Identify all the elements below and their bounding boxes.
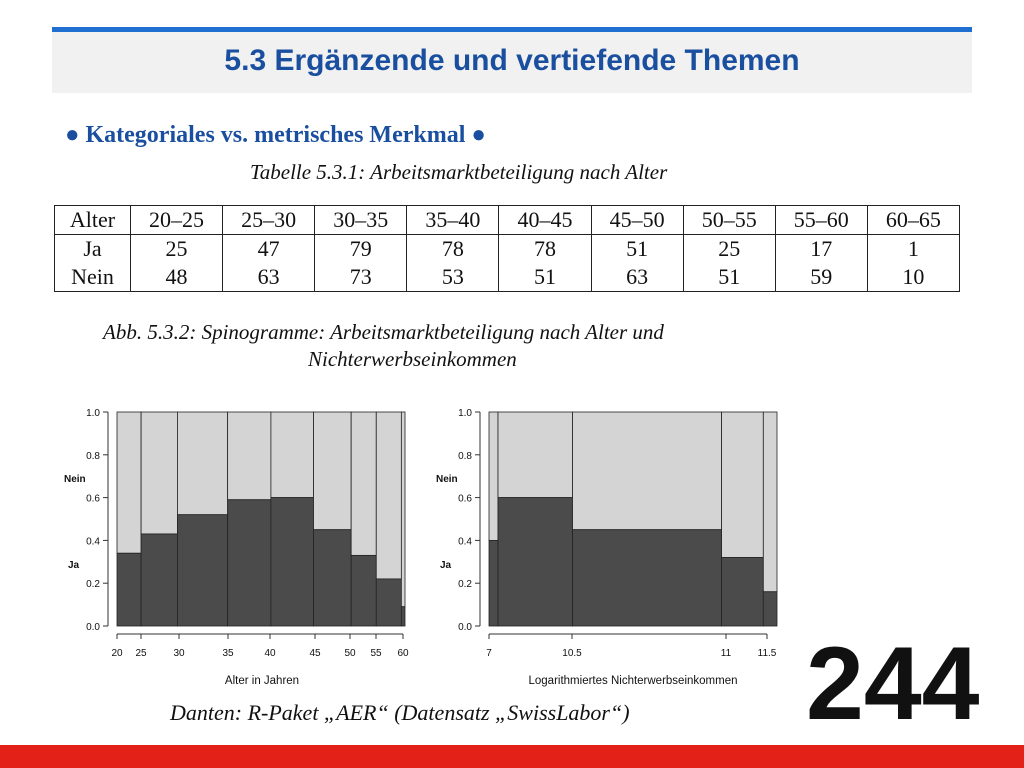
ja-bar bbox=[376, 579, 401, 626]
table-cell: 40–45 bbox=[499, 206, 591, 235]
table-cell: 25 bbox=[683, 235, 775, 264]
table-caption: Tabelle 5.3.1: Arbeitsmarktbeteiligung nach Alter bbox=[250, 160, 668, 184]
table-cell: 78 bbox=[407, 235, 499, 264]
x-tick-label: 10.5 bbox=[562, 648, 582, 659]
y-tick-label: 0.0 bbox=[458, 622, 472, 633]
y-tick-label: 0.8 bbox=[458, 450, 472, 462]
nein-bar bbox=[228, 412, 271, 500]
x-tick-label: 35 bbox=[222, 648, 234, 659]
ja-bar bbox=[573, 530, 722, 626]
table-cell: 25 bbox=[130, 235, 222, 264]
x-tick-label: 25 bbox=[135, 648, 147, 659]
page-number: 244 bbox=[806, 626, 980, 742]
table-cell: 51 bbox=[683, 263, 775, 292]
figure-caption-line1: Abb. 5.3.2: Spinogramme: Arbeitsmarktbeteiligung nach Alter und bbox=[103, 320, 664, 344]
y-tick-label: 0.4 bbox=[86, 536, 100, 548]
source-note: Danten: R-Paket „AER“ (Datensatz „SwissLabor“) bbox=[170, 700, 630, 725]
table-cell: 59 bbox=[775, 263, 867, 292]
y-tick-label: 0.4 bbox=[458, 536, 472, 548]
table-cell: 51 bbox=[499, 263, 591, 292]
ja-bar bbox=[351, 555, 376, 626]
table-cell: 53 bbox=[407, 263, 499, 292]
ja-bar bbox=[722, 558, 764, 626]
slide-subtitle: ● Kategoriales vs. metrisches Merkmal ● bbox=[65, 122, 486, 148]
row-label-cell: Ja bbox=[55, 235, 131, 264]
x-tick-label: 50 bbox=[344, 648, 356, 659]
x-tick-label: 11 bbox=[720, 648, 732, 659]
nein-bar bbox=[376, 412, 401, 579]
nein-bar bbox=[351, 412, 376, 555]
row-label-cell: Alter bbox=[55, 206, 131, 235]
ja-bar bbox=[271, 498, 314, 626]
table-cell: 50–55 bbox=[683, 206, 775, 235]
ja-bar bbox=[498, 498, 573, 626]
slide-title: 5.3 Ergänzende und vertiefende Themen bbox=[224, 44, 800, 77]
x-tick-label: 40 bbox=[264, 648, 276, 659]
y-label-nein: Nein bbox=[64, 474, 86, 485]
nein-bar bbox=[141, 412, 177, 534]
y-label-nein: Nein bbox=[436, 474, 458, 485]
y-tick-label: 0.6 bbox=[458, 493, 472, 505]
table-cell: 73 bbox=[315, 263, 407, 292]
ja-bar bbox=[763, 592, 777, 626]
nein-bar bbox=[489, 412, 498, 540]
nein-bar bbox=[763, 412, 777, 592]
x-axis-title: Alter in Jahren bbox=[224, 675, 300, 687]
y-tick-label: 0.2 bbox=[458, 579, 472, 591]
table-cell: 47 bbox=[223, 235, 315, 264]
x-tick-label: 20 bbox=[111, 648, 123, 659]
table-cell: 51 bbox=[591, 235, 683, 264]
y-tick-label: 1.0 bbox=[458, 408, 472, 419]
table-cell: 63 bbox=[591, 263, 683, 292]
nein-bar bbox=[314, 412, 352, 530]
nein-bar bbox=[271, 412, 314, 498]
x-tick-label: 11.5 bbox=[757, 648, 777, 659]
table-cell: 35–40 bbox=[407, 206, 499, 235]
ja-bar bbox=[489, 540, 498, 626]
table-cell: 45–50 bbox=[591, 206, 683, 235]
ja-bar bbox=[314, 530, 352, 626]
y-tick-label: 1.0 bbox=[86, 408, 100, 419]
ja-bar bbox=[117, 553, 141, 626]
x-tick-label: 60 bbox=[397, 648, 409, 659]
y-tick-label: 0.0 bbox=[86, 622, 100, 633]
row-label-cell: Nein bbox=[55, 263, 131, 292]
nein-bar bbox=[117, 412, 141, 553]
x-tick-label: 45 bbox=[309, 648, 321, 659]
y-tick-label: 0.6 bbox=[86, 493, 100, 505]
table-cell: 25–30 bbox=[223, 206, 315, 235]
table-cell: 55–60 bbox=[775, 206, 867, 235]
x-tick-label: 7 bbox=[486, 648, 492, 659]
ja-bar bbox=[141, 534, 177, 626]
x-tick-label: 30 bbox=[173, 648, 185, 659]
x-tick-label: 55 bbox=[370, 648, 382, 659]
table-cell: 10 bbox=[867, 263, 959, 292]
table-cell: 17 bbox=[775, 235, 867, 264]
y-label-ja: Ja bbox=[68, 560, 80, 571]
x-axis-title: Logarithmiertes Nichterwerbseinkommen bbox=[528, 675, 738, 687]
y-label-ja: Ja bbox=[440, 560, 452, 571]
footer-bar bbox=[0, 745, 1024, 768]
nein-bar bbox=[498, 412, 573, 498]
nein-bar bbox=[573, 412, 722, 530]
figure-caption-line2: Nichterwerbseinkommen bbox=[308, 347, 517, 371]
table-cell: 48 bbox=[130, 263, 222, 292]
table-cell: 63 bbox=[223, 263, 315, 292]
table-cell: 79 bbox=[315, 235, 407, 264]
ja-bar bbox=[177, 515, 227, 626]
table-cell: 78 bbox=[499, 235, 591, 264]
table-cell: 20–25 bbox=[130, 206, 222, 235]
ja-bar bbox=[228, 500, 271, 626]
nein-bar bbox=[177, 412, 227, 515]
ja-bar bbox=[401, 607, 405, 626]
table-cell: 1 bbox=[867, 235, 959, 264]
y-tick-label: 0.8 bbox=[86, 450, 100, 462]
nein-bar bbox=[401, 412, 405, 607]
table-cell: 30–35 bbox=[315, 206, 407, 235]
y-tick-label: 0.2 bbox=[86, 579, 100, 591]
table-cell: 60–65 bbox=[867, 206, 959, 235]
nein-bar bbox=[722, 412, 764, 558]
